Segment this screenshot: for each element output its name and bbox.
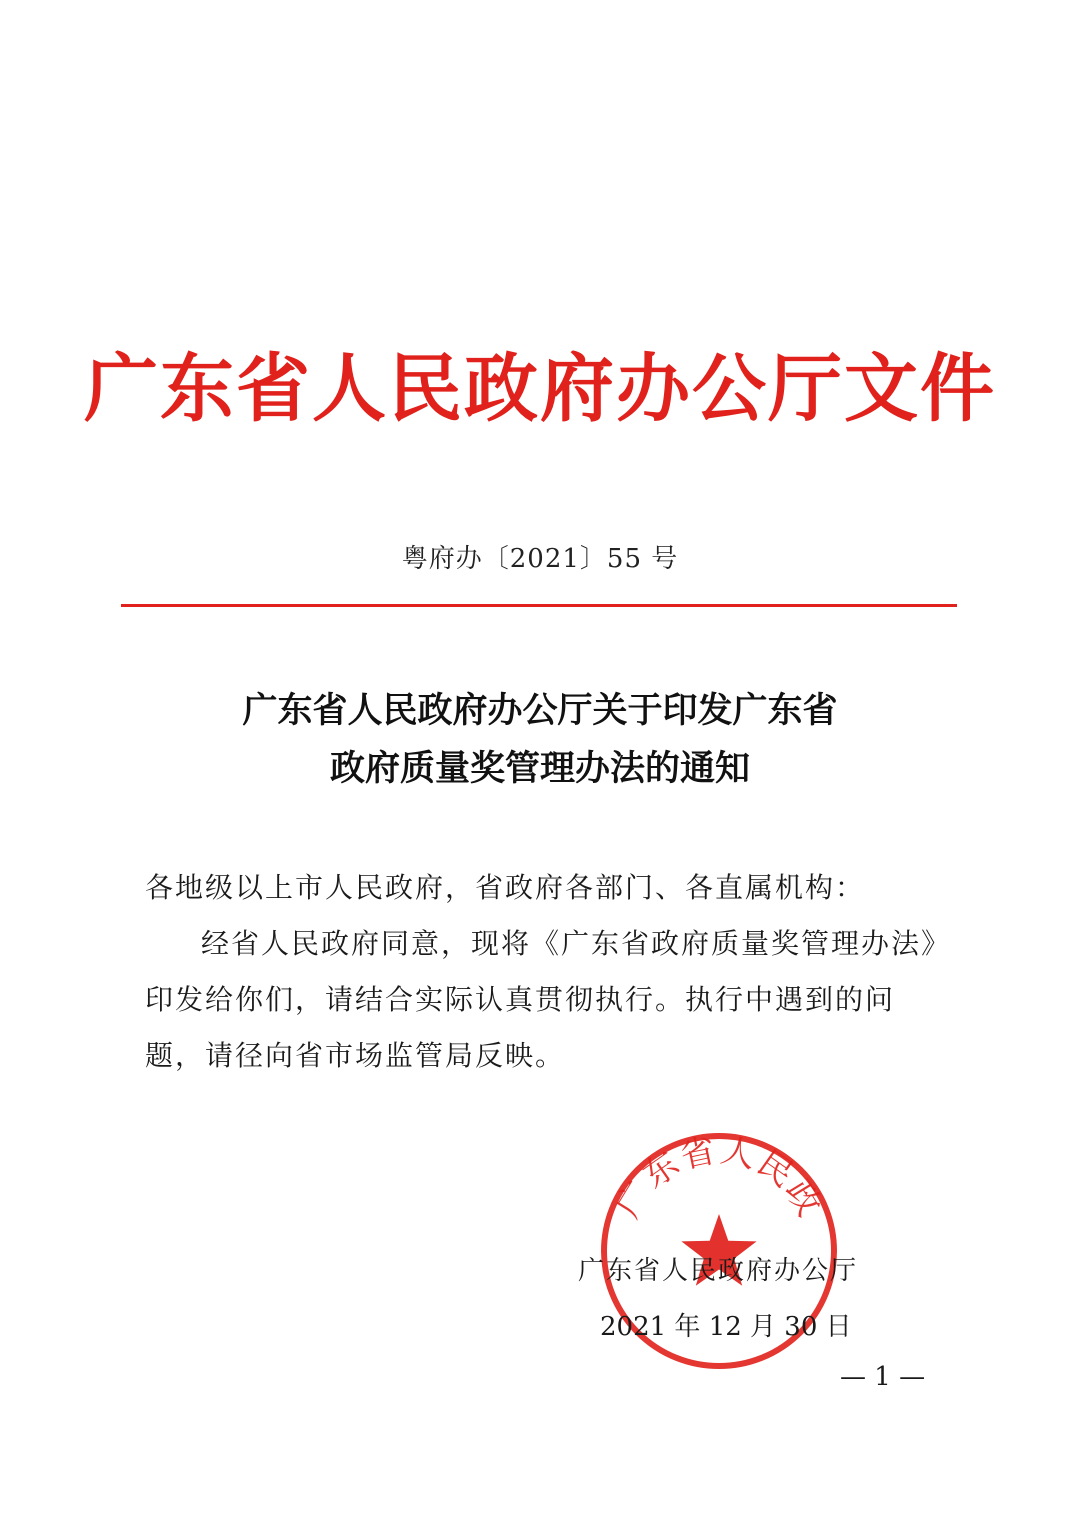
red-divider — [121, 604, 957, 607]
body-paragraph: 经省人民政府同意，现将《广东省政府质量奖管理办法》印发给你们，请结合实际认真贯彻执行。执行中遇到的问题，请径向省市场监管局反映。 — [145, 927, 938, 1072]
signature-organization: 广东省人民政府办公厅 — [578, 1256, 859, 1286]
signature-date: 2021 年 12 月 30 日 — [600, 1312, 852, 1342]
document-body — [145, 860, 945, 1084]
title-line-2: 政府质量奖管理办法的通知 — [329, 749, 750, 789]
document-masthead: 广东省人民政府办公厅文件 — [84, 346, 996, 432]
document-title — [0, 682, 1080, 798]
salutation: 各地级以上市人民政府，省政府各部门、各直属机构： — [145, 871, 866, 904]
document-number: 粤府办〔2021〕55 号 — [401, 544, 679, 574]
title-line-1: 广东省人民政府办公厅关于印发广东省 — [242, 691, 838, 731]
seal-text: 广东省人民政 — [608, 1130, 830, 1225]
page-number: — 1 — — [840, 1362, 926, 1392]
